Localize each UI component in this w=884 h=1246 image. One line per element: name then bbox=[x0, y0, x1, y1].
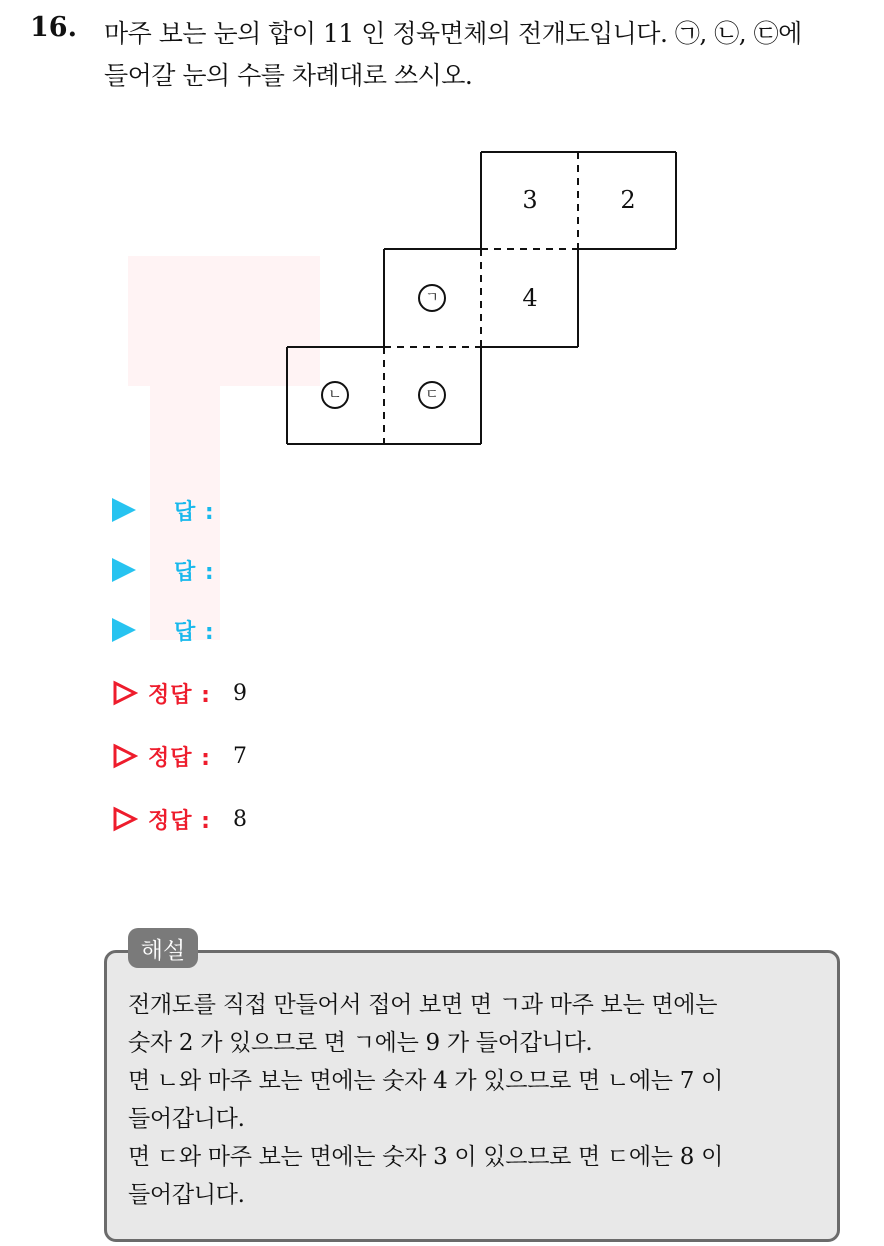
question-text-line-2: 들어갈 눈의 수를 차례대로 쓰시오. bbox=[104, 61, 473, 90]
answer-blank-1[interactable] bbox=[112, 493, 215, 527]
question-text-line-1: 마주 보는 눈의 합이 11 인 정육면체의 전개도입니다. ㉠, ㉡, ㉢에 bbox=[104, 19, 802, 48]
play-arrow-icon bbox=[112, 558, 136, 582]
correct-answer-label: 정답 : bbox=[148, 808, 211, 834]
explanation-line-4: 들어갑니다. bbox=[128, 1106, 245, 1132]
correct-answer-3 bbox=[112, 802, 247, 836]
answer-label: 답 : bbox=[174, 619, 215, 645]
correct-answer-value: 9 bbox=[232, 680, 247, 706]
correct-answer-value: 7 bbox=[232, 743, 247, 769]
correct-answer-1 bbox=[112, 676, 247, 710]
explanation-tag: 해설 bbox=[128, 928, 198, 968]
outline-play-arrow-icon bbox=[112, 680, 138, 706]
outline-play-arrow-icon bbox=[112, 806, 138, 832]
correct-answer-value: 8 bbox=[232, 806, 247, 832]
correct-answer-label: 정답 : bbox=[148, 682, 211, 708]
answer-blank-2[interactable] bbox=[112, 553, 215, 587]
face-circled-giyeok: ㄱ bbox=[418, 284, 446, 312]
outline-play-arrow-icon bbox=[112, 743, 138, 769]
face-number-2: 2 bbox=[620, 186, 636, 214]
answer-label: 답 : bbox=[174, 499, 215, 525]
explanation-line-6: 들어갑니다. bbox=[128, 1182, 245, 1208]
correct-answer-2 bbox=[112, 739, 247, 773]
correct-answer-label: 정답 : bbox=[148, 745, 211, 771]
answer-label: 답 : bbox=[174, 559, 215, 585]
answer-blank-3[interactable] bbox=[112, 613, 215, 647]
question-number: 16. bbox=[30, 12, 77, 43]
play-arrow-icon bbox=[112, 618, 136, 642]
face-number-4: 4 bbox=[522, 284, 538, 312]
explanation-line-5: 면 ㄷ와 마주 보는 면에는 숫자 3 이 있으므로 면 ㄷ에는 8 이 bbox=[128, 1144, 723, 1170]
face-circled-digeut: ㄷ bbox=[418, 381, 446, 409]
play-arrow-icon bbox=[112, 498, 136, 522]
explanation-line-1: 전개도를 직접 만들어서 접어 보면 면 ㄱ과 마주 보는 면에는 bbox=[128, 992, 718, 1018]
face-number-3: 3 bbox=[522, 186, 538, 214]
explanation-line-2: 숫자 2 가 있으므로 면 ㄱ에는 9 가 들어갑니다. bbox=[128, 1030, 593, 1056]
face-circled-nieun: ㄴ bbox=[321, 381, 349, 409]
explanation-line-3: 면 ㄴ와 마주 보는 면에는 숫자 4 가 있으므로 면 ㄴ에는 7 이 bbox=[128, 1068, 723, 1094]
